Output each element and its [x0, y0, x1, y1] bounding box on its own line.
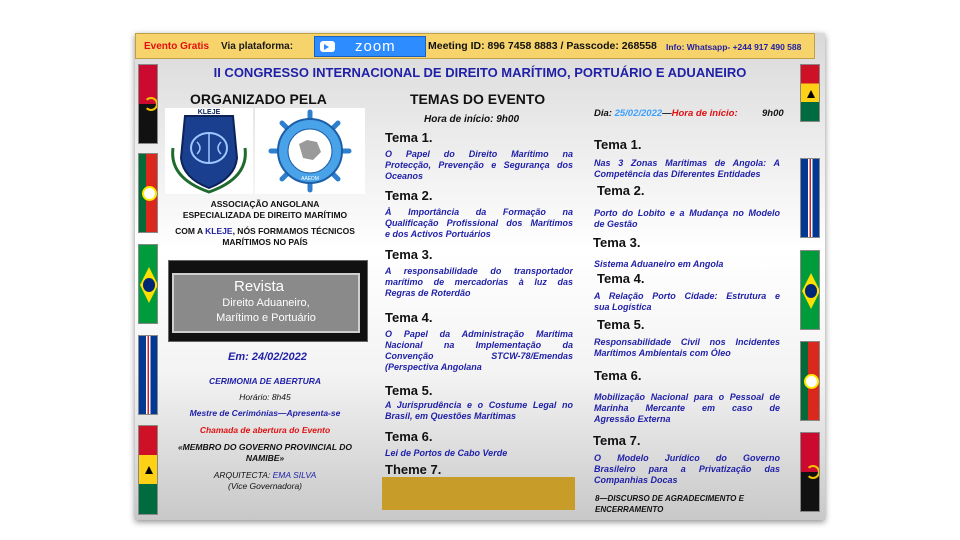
flag-brazil-left: [138, 244, 158, 324]
flag-cape-verde-left: [138, 335, 158, 415]
revista-banner: [168, 260, 368, 342]
theme7-highlight: [382, 477, 575, 510]
middle-start-time: Hora de início: 9h00: [424, 114, 520, 125]
right-theme-desc-6-line-1: Mobilização Nacional para o Pessoal de: [594, 392, 780, 402]
mid-theme-label-3: Tema 3.: [385, 247, 433, 262]
platform-label: Via plataforma:: [221, 41, 294, 52]
video-camera-icon: [320, 41, 335, 52]
day-two-time: 9h00: [762, 108, 784, 119]
flag-portugal-right: [800, 341, 820, 421]
ceremony-time: Horário: 8h45: [239, 392, 291, 402]
association-line-1: ASSOCIAÇÃO ANGOLANA: [210, 199, 320, 209]
day-two-label: Dia:: [594, 108, 615, 119]
right-theme-label-1: Tema 1.: [594, 137, 642, 152]
revista-subtitle-2: Marítimo e Portuário: [216, 312, 316, 324]
mid-theme-desc-3-line-1: A responsabilidade do transportador: [385, 266, 573, 276]
flag-cape-verde-right: [800, 158, 820, 238]
day-two-dash: —: [662, 108, 672, 119]
right-theme-desc-7-line-1: O Modelo Jurídico do Governo: [594, 453, 780, 463]
mid-theme-label-6: Tema 6.: [385, 429, 433, 444]
mid-theme-desc-1-line-2: Protecção, Prevenção e Segurança dos: [385, 160, 573, 170]
right-theme-desc-7-line-3: Companhias Docas: [594, 475, 678, 485]
day-one-date: Em: 24/02/2022: [228, 351, 307, 363]
right-theme-desc-7-line-2: Brasileiro para a Privatização das: [594, 464, 780, 474]
mid-theme-desc-2-line-3: e dos Activos Portuários: [385, 229, 491, 239]
free-event-label: Evento Gratis: [144, 41, 210, 52]
mid-theme-desc-1-line-3: Oceanos: [385, 171, 424, 181]
right-theme-label-5: Tema 5.: [597, 317, 645, 332]
right-theme-desc-1-line-2: Competência das Diferentes Entidades: [594, 169, 761, 179]
flag-portugal-left: [138, 153, 158, 233]
closing-speech-text: 8—DISCURSO DE AGRADECIMENTO E: [595, 494, 744, 503]
right-theme-desc-4-line-2: sua Logística: [594, 302, 652, 312]
day-two-line: [594, 108, 738, 119]
revista-inner: [172, 273, 360, 333]
association-logo: [255, 108, 365, 194]
mid-theme-desc-2-line-1: À Importância da Formação na: [385, 207, 573, 217]
right-theme-desc-3-line-1: Sistema Aduaneiro em Angola: [594, 259, 724, 269]
mid-theme-desc-4-line-2: Nacional na Implementação da: [385, 340, 573, 350]
whatsapp-info: Info: Whatsapp- +244 917 490 588: [666, 42, 802, 52]
revista-subtitle-1: Direito Aduaneiro,: [222, 297, 310, 309]
svg-text:KLEJE: KLEJE: [197, 109, 221, 116]
right-theme-desc-6-line-2: Marinha Mercante em caso de: [594, 403, 780, 413]
day-two-time-label: Hora de início:: [671, 108, 738, 119]
mid-theme-label-2: Tema 2.: [385, 188, 433, 203]
top-banner: [135, 33, 815, 59]
right-theme-label-2: Tema 2.: [597, 183, 645, 198]
organized-by-heading: ORGANIZADO PELA: [190, 91, 327, 107]
mid-theme-desc-4-line-1: O Papel da Administração Marítima: [385, 329, 573, 339]
right-theme-label-7: Tema 7.: [593, 433, 641, 448]
zoom-logo: [314, 36, 426, 57]
government-member-line-2: NAMIBE»: [245, 453, 285, 463]
closing-speech-line-1: [595, 494, 781, 503]
mid-theme-desc-5-line-1: A Jurisprudência e o Costume Legal no: [385, 400, 573, 410]
right-theme-label-6: Tema 6.: [594, 368, 642, 383]
association-line-2: ESPECIALIZADA DE DIREITO MARÍTIMO: [182, 210, 348, 220]
mid-theme-desc-6-line-1: Lei de Portos de Cabo Verde: [385, 448, 508, 458]
opening-call: Chamada de abertura do Evento: [199, 425, 331, 435]
kleje-sentence-prefix: COM A: [175, 226, 206, 236]
day-two-date: 25/02/2022: [614, 108, 663, 119]
architect-line: [165, 470, 365, 480]
kleje-logo: [165, 108, 253, 194]
svg-text:AAEDM: AAEDM: [301, 176, 319, 182]
mid-theme-desc-3-line-2: marítimo de mercadorias à luz das: [385, 277, 573, 287]
mid-theme-desc-2-line-2: Qualificação Profissional dos Marítimos: [385, 218, 573, 228]
right-theme-desc-1-line-1: Nas 3 Zonas Marítimas de Angola: A: [594, 158, 780, 168]
meeting-id-text: Meeting ID: 896 7458 8883 / Passcode: 268558: [428, 40, 657, 52]
mid-theme-label-7: Theme 7.: [385, 462, 442, 477]
government-member-line-1: «MEMBRO DO GOVERNO PROVINCIAL DO: [177, 442, 353, 452]
flag-brazil-right: [800, 250, 820, 330]
flag-angola-left: [138, 64, 158, 144]
flag-ghana-left: [138, 425, 158, 515]
mid-theme-label-5: Tema 5.: [385, 383, 433, 398]
mid-theme-desc-5-line-2: Brasil, em Questões Marítimas: [385, 411, 517, 421]
master-of-ceremonies: Mestre de Cerimónias—Apresenta-se: [189, 408, 341, 418]
flag-ghana-right: [800, 64, 820, 122]
mid-theme-desc-4-line-3: Convenção STCW-78/Emendas: [385, 351, 573, 361]
maritime-technicians-line: MARÍTIMOS NO PAÍS: [222, 237, 308, 247]
opening-ceremony-label: CERIMONIA DE ABERTURA: [208, 376, 322, 386]
mid-theme-desc-4-line-4: (Perspectiva Angolana: [385, 362, 482, 372]
vice-governor-label: (Vice Governadora): [227, 481, 303, 491]
mid-theme-label-1: Tema 1.: [385, 130, 433, 145]
mid-theme-desc-3-line-3: Regras de Roterdão: [385, 288, 471, 298]
architect-label: ARQUITECTA:: [213, 470, 273, 480]
kleje-sentence: [165, 226, 365, 236]
architect-name: EMA SILVA: [272, 470, 317, 480]
right-theme-desc-5-line-1: Responsabilidade Civil nos Incidentes: [594, 337, 780, 347]
right-theme-desc-4-line-1: A Relação Porto Cidade: Estrutura e: [594, 291, 780, 301]
right-theme-desc-5-line-2: Marítimos Ambientais com Óleo: [594, 348, 731, 358]
mid-theme-desc-1-line-1: O Papel do Direito Marítimo na: [385, 149, 573, 159]
right-theme-desc-2-line-2: de Gestão: [594, 219, 638, 229]
flag-angola-right: [800, 432, 820, 512]
right-theme-desc-6-line-3: Agressão Externa: [594, 414, 671, 424]
themes-heading: TEMAS DO EVENTO: [410, 91, 546, 107]
revista-title: Revista: [234, 278, 285, 295]
kleje-name: KLEJE: [205, 226, 233, 236]
right-theme-label-4: Tema 4.: [597, 271, 645, 286]
right-theme-label-3: Tema 3.: [593, 235, 641, 250]
mid-theme-label-4: Tema 4.: [385, 310, 433, 325]
zoom-logo-text: zoom: [355, 38, 396, 55]
closing-speech-line-2: ENCERRAMENTO: [595, 505, 664, 514]
right-theme-desc-2-line-1: Porto do Lobito e a Mudança no Modelo: [594, 208, 780, 218]
kleje-sentence-suffix: , NÓS FORMAMOS TÉCNICOS: [232, 226, 355, 236]
congress-title: II CONGRESSO INTERNACIONAL DE DIREITO MARÍTIMO, PORTUÁRIO E ADUANEIRO: [213, 65, 747, 80]
